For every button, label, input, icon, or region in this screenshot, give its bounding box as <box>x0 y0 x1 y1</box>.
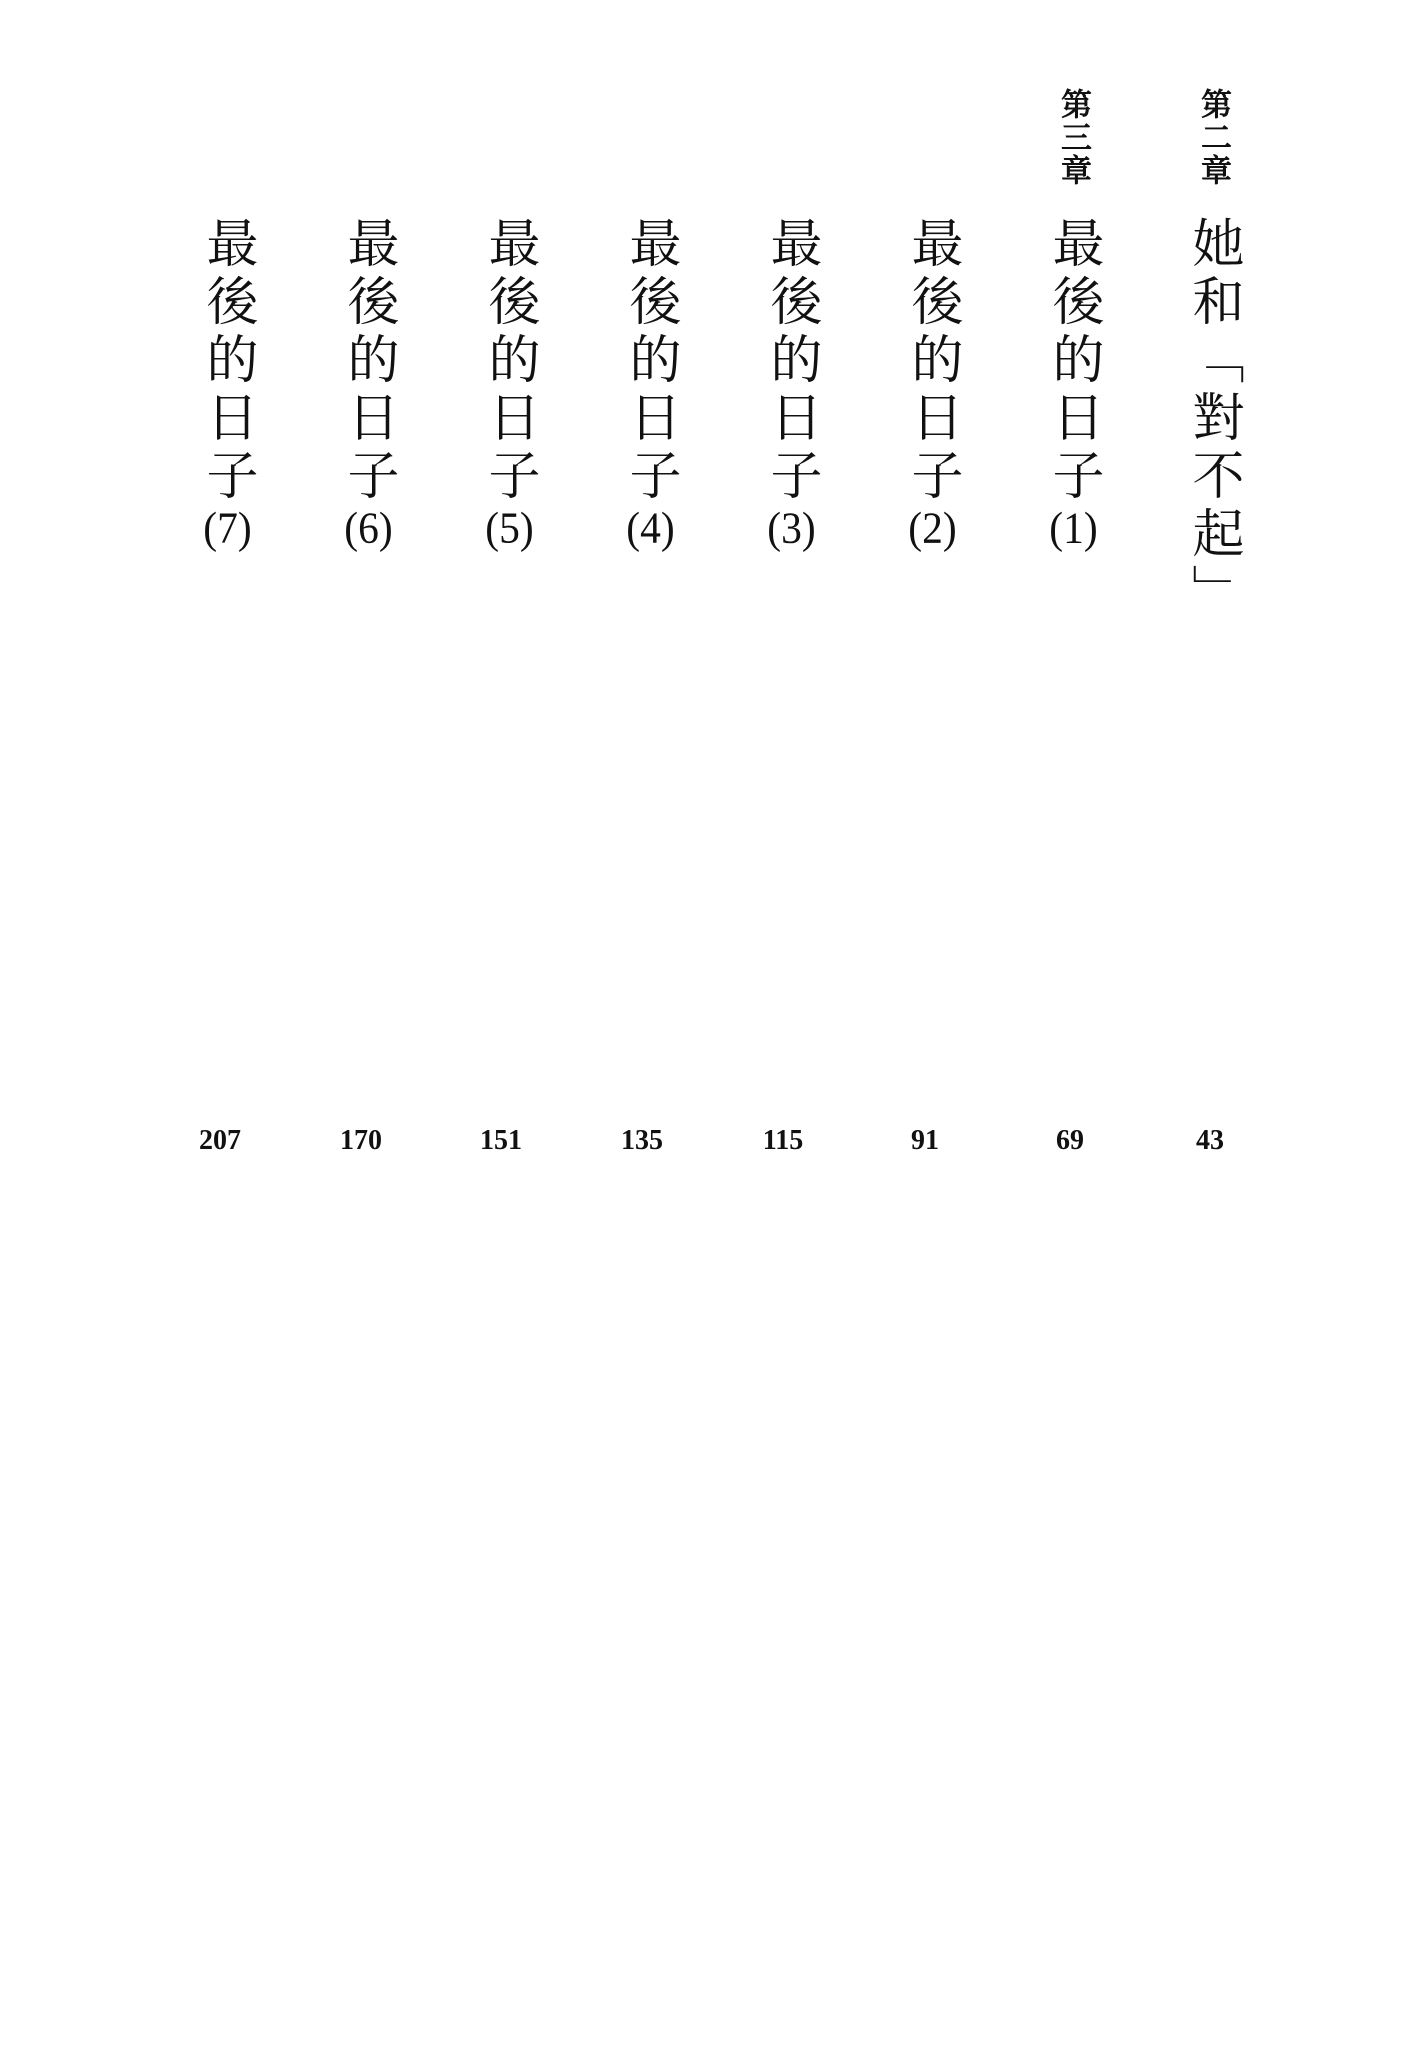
toc-entry-page: 135 <box>621 1125 663 1156</box>
entry-number: (6) <box>344 506 393 550</box>
entry-title-text: 最後的日子 <box>620 216 680 506</box>
entry-title-text: 她和「對不起」 <box>1183 216 1243 622</box>
entry-title-text: 最後的日子 <box>479 216 539 506</box>
toc-entry-title <box>197 216 257 550</box>
entry-number: (3) <box>767 506 816 550</box>
chapter-label: 第三章 <box>1055 88 1091 187</box>
toc-entry-page: 170 <box>340 1125 382 1156</box>
toc-entry-page: 151 <box>480 1125 522 1156</box>
entry-title-text: 最後的日子 <box>197 216 257 506</box>
toc-entry-title <box>1183 216 1243 622</box>
toc-entry-title <box>1043 216 1103 550</box>
toc-entry-page: 207 <box>199 1125 241 1156</box>
toc-entry-title <box>761 216 821 550</box>
toc-entry-title <box>902 216 962 550</box>
chapter-label: 第二章 <box>1195 88 1231 187</box>
toc-entry-title <box>479 216 539 550</box>
entry-number: (4) <box>626 506 675 550</box>
entry-title-text: 最後的日子 <box>338 216 398 506</box>
toc-entry-title <box>338 216 398 550</box>
entry-title-text: 最後的日子 <box>761 216 821 506</box>
toc-entry-page: 43 <box>1196 1125 1224 1156</box>
toc-entry-page: 91 <box>911 1125 939 1156</box>
toc-entry-page: 69 <box>1056 1125 1084 1156</box>
entry-number: (7) <box>203 506 252 550</box>
entry-title-text: 最後的日子 <box>902 216 962 506</box>
entry-number: (5) <box>485 506 534 550</box>
toc-entry-page: 115 <box>762 1125 804 1156</box>
toc-entry-title <box>620 216 680 550</box>
entry-title-text: 最後的日子 <box>1043 216 1103 506</box>
entry-number: (1) <box>1049 506 1098 550</box>
entry-number: (2) <box>908 506 957 550</box>
